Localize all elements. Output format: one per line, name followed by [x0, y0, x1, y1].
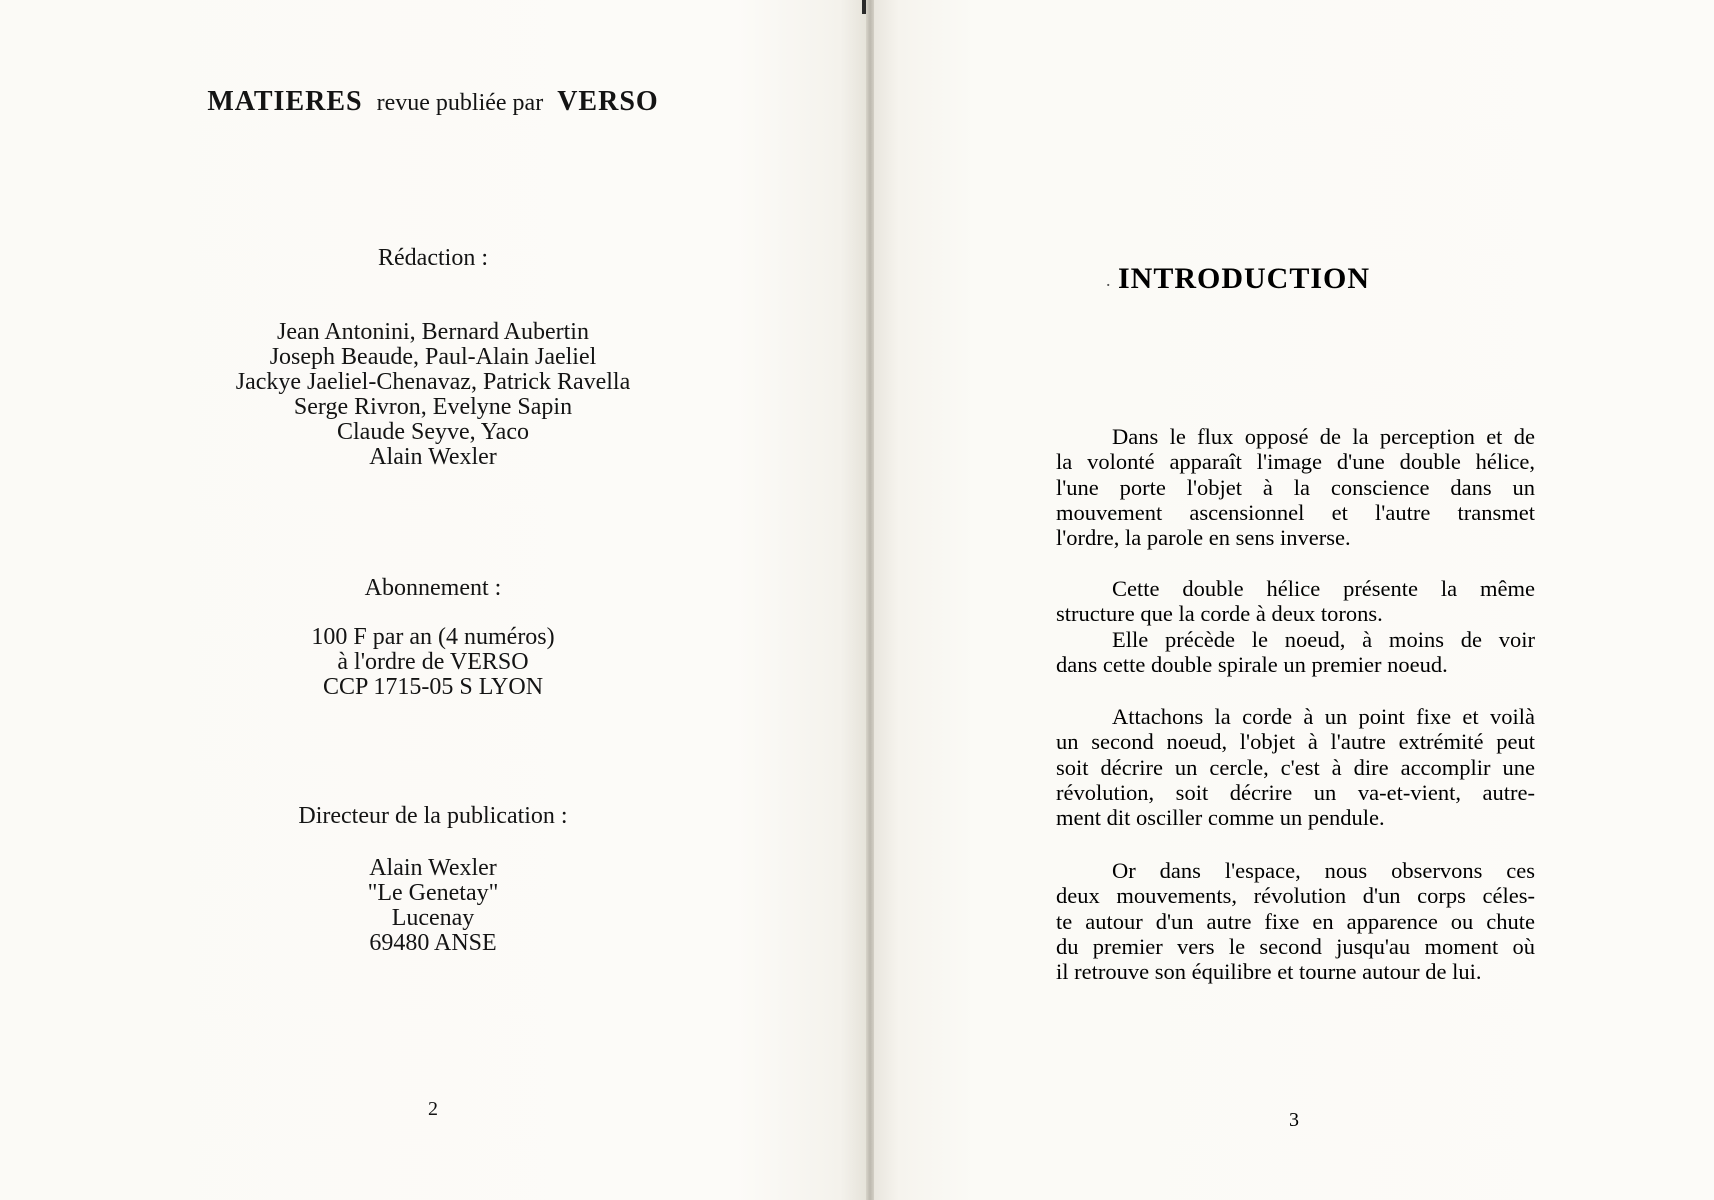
directeur-line: Lucenay	[391, 905, 475, 931]
directeur-line: Alain Wexler	[369, 855, 497, 881]
intro-paragraph-1	[1056, 424, 1535, 550]
paragraph-line: te autour d'un autre fixe en apparence ou chute	[1056, 908, 1535, 934]
page-number-right	[874, 1109, 1714, 1132]
abonnement-line: CCP 1715-05 S LYON	[322, 674, 544, 700]
page-number-left: 2	[428, 1098, 438, 1120]
abonnement-label: Abonnement :	[364, 575, 502, 601]
directeur-label: Directeur de la publication :	[298, 803, 568, 829]
abonnement-heading	[0, 576, 866, 601]
paragraph-line: structure que la corde à deux torons.	[1056, 601, 1383, 627]
directeur-heading	[0, 804, 866, 829]
paragraph-line: soit décrire un cercle, c'est à dire accomplir une	[1056, 754, 1535, 780]
paragraph-line: révolution, soit décrire un va-et-vient, autre-	[1056, 779, 1535, 805]
introduction-title: INTRODUCTION	[1118, 262, 1371, 295]
redaction-name-line: Jean Antonini, Bernard Aubertin	[277, 319, 589, 345]
redaction-name-line: Serge Rivron, Evelyne Sapin	[293, 394, 573, 420]
journal-title: MATIERES	[207, 86, 363, 117]
abonnement-details	[0, 625, 866, 700]
masthead	[0, 86, 866, 118]
abonnement-line: 100 F par an (4 numéros)	[311, 624, 555, 650]
gutter-binding-mark	[862, 0, 866, 14]
redaction-list	[0, 320, 866, 470]
paragraph-line: Or dans l'espace, nous observons ces	[1112, 858, 1535, 883]
paragraph-line: l'ordre, la parole en sens inverse.	[1056, 525, 1351, 551]
paragraph-line: deux mouvements, révolution d'un corps céles-	[1056, 883, 1535, 909]
directeur-line: 69480 ANSE	[369, 930, 497, 956]
redaction-name-line: Claude Seyve, Yaco	[337, 419, 529, 445]
abonnement-line: à l'ordre de VERSO	[337, 649, 529, 675]
intro-paragraph-3	[1056, 704, 1535, 830]
page-number-right-text: 3	[1289, 1109, 1299, 1131]
paragraph-line: un second noeud, l'objet à l'autre extrémité peut	[1056, 729, 1535, 755]
journal-subtitle: revue publiée par	[376, 90, 544, 116]
paragraph-line: Dans le flux opposé de la perception et de	[1112, 424, 1535, 449]
stray-dot-mark: .	[1106, 270, 1111, 290]
paragraph-line: la volonté apparaît l'image d'une double hélice,	[1056, 449, 1535, 475]
intro-paragraph-4	[1056, 858, 1535, 984]
paragraph-line: l'une porte l'objet à la conscience dans un	[1056, 474, 1535, 500]
paragraph-line: dans cette double spirale un premier noeud.	[1056, 651, 1448, 677]
paragraph-line: Elle précède le noeud, à moins de voir	[1112, 626, 1535, 652]
intro-paragraph-2	[1056, 576, 1535, 677]
book-gutter	[866, 0, 874, 1200]
paragraph-line: ment dit osciller comme un pendule.	[1056, 805, 1385, 831]
paragraph-line: Attachons la corde à un point fixe et voilà	[1112, 704, 1535, 729]
redaction-heading	[0, 246, 866, 271]
paragraph-line: il retrouve son équilibre et tourne autour de lui.	[1056, 959, 1482, 985]
paragraph-line: mouvement ascensionnel et l'autre transmet	[1056, 499, 1535, 525]
directeur-line: "Le Genetay"	[367, 880, 499, 906]
redaction-name-line: Alain Wexler	[369, 444, 497, 470]
redaction-label: Rédaction :	[378, 245, 488, 271]
publisher-name: VERSO	[557, 86, 659, 117]
redaction-name-line: Jackye Jaeliel-Chenavaz, Patrick Ravella	[235, 369, 631, 395]
paragraph-line: Cette double hélice présente la même	[1112, 576, 1535, 601]
paragraph-line: du premier vers le second jusqu'au moment où	[1056, 933, 1535, 959]
directeur-address	[0, 856, 866, 956]
redaction-name-line: Joseph Beaude, Paul-Alain Jaeliel	[269, 344, 597, 370]
